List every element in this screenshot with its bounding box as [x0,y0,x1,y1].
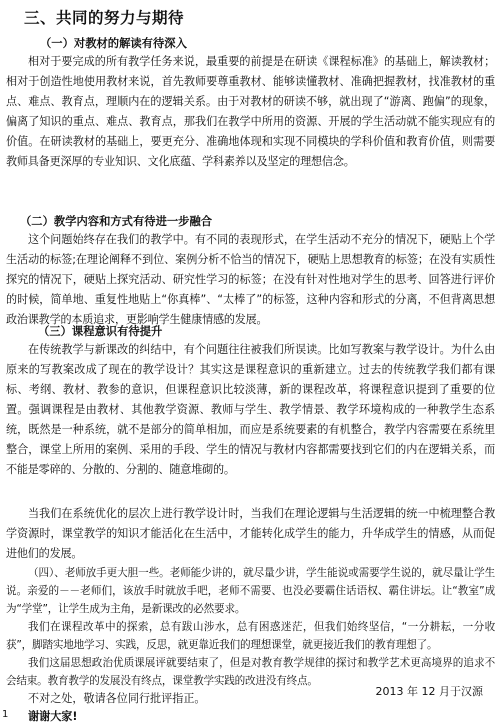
subsection-title-1: （一）对教材的解读有待深入 [40,37,187,50]
paragraph: （四）、老师放手更大胆一些。老师能少讲的，就尽量少讲，学生能说或需要学生说的，就尽量让学生说。亲爱的－－老师们，该放手时就放手吧，老师不需要、也没必要霸住话语权、霸住讲坛。让“教室”成为“学堂”，让学生成为主角，是新课改的必然要求。 [6,567,495,615]
paragraph: 相对于要完成的所有教学任务来说，最重要的前提是在研读《课程标准》的基础上，解读教材；相对于创造性地使用教材来说，首先教师要尊重教材、能够读懂教材、准确把握教材，找准教材的重点、难点、教育点，理顺内在的逻辑关系。由于对教材的研读不够，就出现了“游离、跑偏”的现象，偏离了知识的重点、难点、教育点，那我们在教学中所用的资源、开展的学生活动就不能实现应有的价值。在研读教材的基础上，要更充分、准确地体现和实现不同模块的学科价值和教育价值，则需要教师具备更深厚的专业知识、文化底蕴、学科素养以及坚定的理想信念。 [6,55,495,168]
date-signature: 2013 年 12 月于汉源 [375,685,483,698]
paragraph: 我们这届思想政治优质课展评就要结束了，但是对教育教学规律的探讨和教学艺术更高境界的追求不会结束。教育教学的发展没有终点，课堂教学实践的改进没有终点。 [6,657,495,687]
paragraph: 在传统教学与新课改的纠结中，有个问题往往被我们所误读。比如写教案与教学设计。为什么由原来的写教案改成了现在的教学设计？其实这是课程意识的重新建立。过去的传统教学我们都有课标、考纲、教材、教参的意识，但课程意识比较淡薄，新的课程改革，将课程意识提到了重要的位置。强调课程是由教材、其他教学资源、教师与学生、教学情景、教学环境构成的一种教学生态系统，既然是一种系统，就不是部分的简单相加，而应是系统要素的有机整合，教学内容需要在系统里整合，课堂上所用的案例、采用的手段、学生的情况与教材内容都需要找到它们的内在逻辑关系，而不能是零碎的、分散的、分割的、随意堆砌的。 [6,343,495,476]
paragraph: 当我们在系统优化的层次上进行教学设计时，当我们在理论逻辑与生活逻辑的统一中梳理整合教学资源时，课堂教学的知识才能活化在生活中，才能转化成学生的能力，升华成学生的情感，从而促进他们的发展。 [6,507,495,560]
subsection-title-2: （二）教学内容和方式有待进一步融合 [20,215,213,228]
closing-remark: 不对之处，敬请各位同行批评指正。 [28,692,206,705]
paragraph: 这个问题始终存在我们的教学中。有不同的表现形式，在学生活动不充分的情况下，硬贴上个学生活动的标签;在理论阐释不到位、案例分析不恰当的情况下，硬贴上思想教育的标签；在没有实质性探究的情况下，硬贴上探究活动、研究性学习的标签；在没有针对性地对学生的思考、回答进行评价的时候，简单地、重复性地贴上“你真棒”、“太棒了”的标签，这种内容和形式的分离，不但背离思想政治课教学的本质追求，更影响学生健康情感的发展。 [6,233,495,326]
section-heading: 三、共同的努力与期待 [24,9,185,27]
paragraph: 我们在课程改革中的探索，总有跋山涉水，总有困惑迷茫，但我们始终坚信，“一分耕耘，一分收获”，脚踏实地地学习、实践，反思，就更靠近我们的理想课堂，就更接近我们的教育理想了。 [6,621,495,651]
thanks-line: 谢谢大家! [28,710,78,723]
subsection-title-3: （三）课程意识有待提升 [38,325,163,338]
page-number: 1 [2,709,9,720]
